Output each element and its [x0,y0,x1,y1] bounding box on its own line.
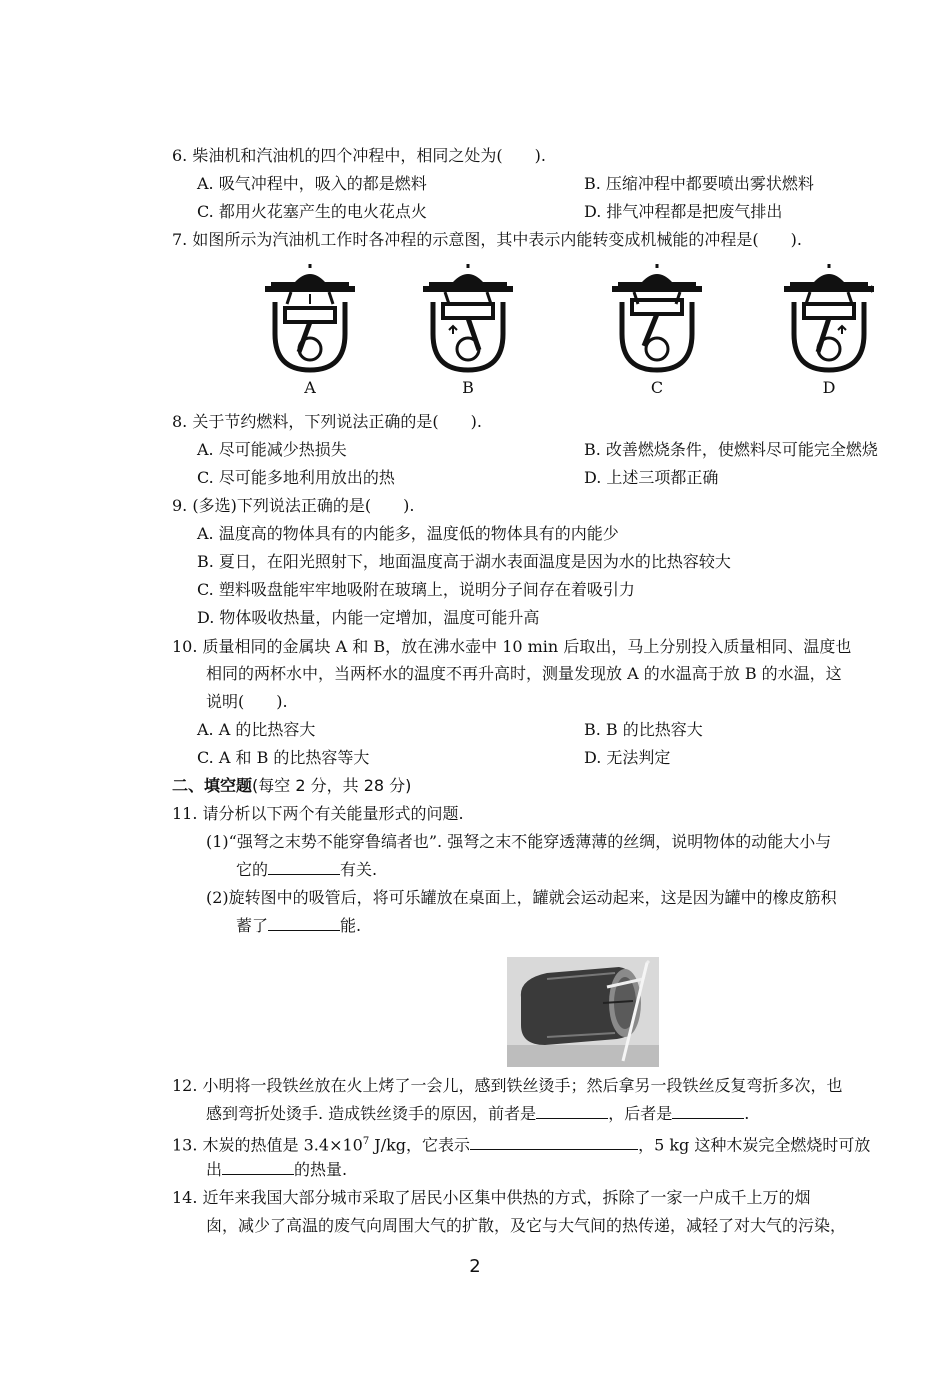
q11-stem: 11. 请分析以下两个有关能量形式的问题. [172,804,464,823]
engine-label-c: C [650,378,664,397]
q11-part1-line-1: (1)“强弩之末势不能穿鲁缟者也”. 强弩之末不能穿透薄薄的丝绸，说明物体的动能大小与 [206,832,832,851]
engine-diagram-a [265,264,355,374]
q8-option-c: C. 尽可能多地利用放出的热 [197,468,395,487]
q8-option-d: D. 上述三项都正确 [584,468,719,487]
engine-label-d: D [822,378,836,397]
engine-label-b: B [462,378,474,397]
section-heading [172,776,411,796]
q9-stem: 9. (多选)下列说法正确的是( ). [172,496,415,515]
q14-line-2: 囱，减少了高温的废气向周围大气的扩散，及它与大气间的热传递，减轻了对大气的污染， [206,1216,847,1235]
cola-can-photo [507,957,659,1067]
q13-line-1 [172,1132,870,1155]
q11-part1-text-b: 有关. [340,860,378,879]
q10-option-b: B. B 的比热容大 [584,720,703,739]
q6-option-c: C. 都用火花塞产生的电火花点火 [197,202,427,221]
q13-text-d: 出 [206,1160,223,1179]
page-number: 2 [469,1256,481,1277]
q13-blank-2[interactable] [222,1160,294,1175]
q12-blank-2[interactable] [672,1104,744,1119]
q10-line-3: 说明( ). [206,692,288,711]
q9-option-c: C. 塑料吸盘能牢牢地吸附在玻璃上，说明分子间存在着吸引力 [197,580,635,599]
q11-blank-2[interactable] [268,916,340,931]
q10-option-d: D. 无法判定 [584,748,671,767]
q12-text-b: ，后者是 [608,1104,673,1123]
q6-option-d: D. 排气冲程都是把废气排出 [584,202,783,221]
q11-part2-line-1: (2)旋转图中的吸管后，将可乐罐放在桌面上，罐就会运动起来，这是因为罐中的橡皮筋积 [206,888,837,907]
q11-part2-text-b: 能. [340,916,362,935]
engine-diagram-b [423,264,513,374]
q12-text-a: 感到弯折处烫手. 造成铁丝烫手的原因，前者是 [206,1104,537,1123]
engine-label-a: A [304,378,316,397]
engine-diagram-d [784,264,874,374]
q6-option-b: B. 压缩冲程中都要喷出雾状燃料 [584,174,814,193]
q6-stem: 6. 柴油机和汽油机的四个冲程中，相同之处为( ). [172,146,546,165]
q10-line-1: 10. 质量相同的金属块 A 和 B，放在沸水壶中 10 min 后取出，马上分别投入质量相同、温度也 [172,637,852,656]
q12-text-c: . [744,1104,750,1123]
q9-option-a: A. 温度高的物体具有的内能多，温度低的物体具有的内能少 [197,524,619,543]
q10-line-2: 相同的两杯水中，当两杯水的温度不再升高时，测量发现放 A 的水温高于放 B 的水温，这 [206,664,842,683]
q8-option-a: A. 尽可能减少热损失 [197,440,347,459]
q13-text-c: ，5 kg 这种木炭完全燃烧时可放 [638,1135,871,1155]
q12-blank-1[interactable] [536,1104,608,1119]
q11-blank-1[interactable] [268,860,340,875]
section-title: 二、填空题 [172,776,253,795]
q14-line-1: 14. 近年来我国大部分城市采取了居民小区集中供热的方式，拆除了一家一户成千上万的烟 [172,1188,811,1207]
q10-option-c: C. A 和 B 的比热容等大 [197,748,370,767]
engine-diagram-c [612,264,702,374]
q12-line-1: 12. 小明将一段铁丝放在火上烤了一会儿，感到铁丝烫手；然后拿另一段铁丝反复弯折多次，也 [172,1076,843,1095]
q9-option-b: B. 夏日，在阳光照射下，地面温度高于湖水表面温度是因为水的比热容较大 [197,552,731,571]
q13-exponent: 7 [362,1136,370,1147]
section-note: (每空 2 分，共 28 分) [252,776,412,795]
q11-part1-line-2 [236,860,377,880]
q13-text-e: 的热量. [294,1160,348,1179]
q7-stem: 7. 如图所示为汽油机工作时各冲程的示意图，其中表示内能转变成机械能的冲程是( ). [172,230,802,249]
q6-option-a: A. 吸气冲程中，吸入的都是燃料 [197,174,427,193]
q13-text-b: J/kg，它表示 [369,1135,471,1155]
q8-stem: 8. 关于节约燃料，下列说法正确的是( ). [172,412,482,431]
q13-blank-1[interactable] [470,1135,638,1150]
q11-part1-text-a: 它的 [236,860,269,879]
q12-line-2 [206,1104,749,1124]
q8-option-b: B. 改善燃烧条件，使燃料尽可能完全燃烧 [584,440,878,459]
q9-option-d: D. 物体吸收热量，内能一定增加，温度可能升高 [197,608,540,627]
q13-line-2 [206,1160,347,1180]
q11-part2-text-a: 蓄了 [236,916,269,935]
q10-option-a: A. A 的比热容大 [197,720,316,739]
q13-text-a: 13. 木炭的热值是 3.4×10 [172,1135,363,1155]
q11-part2-line-2 [236,916,361,936]
